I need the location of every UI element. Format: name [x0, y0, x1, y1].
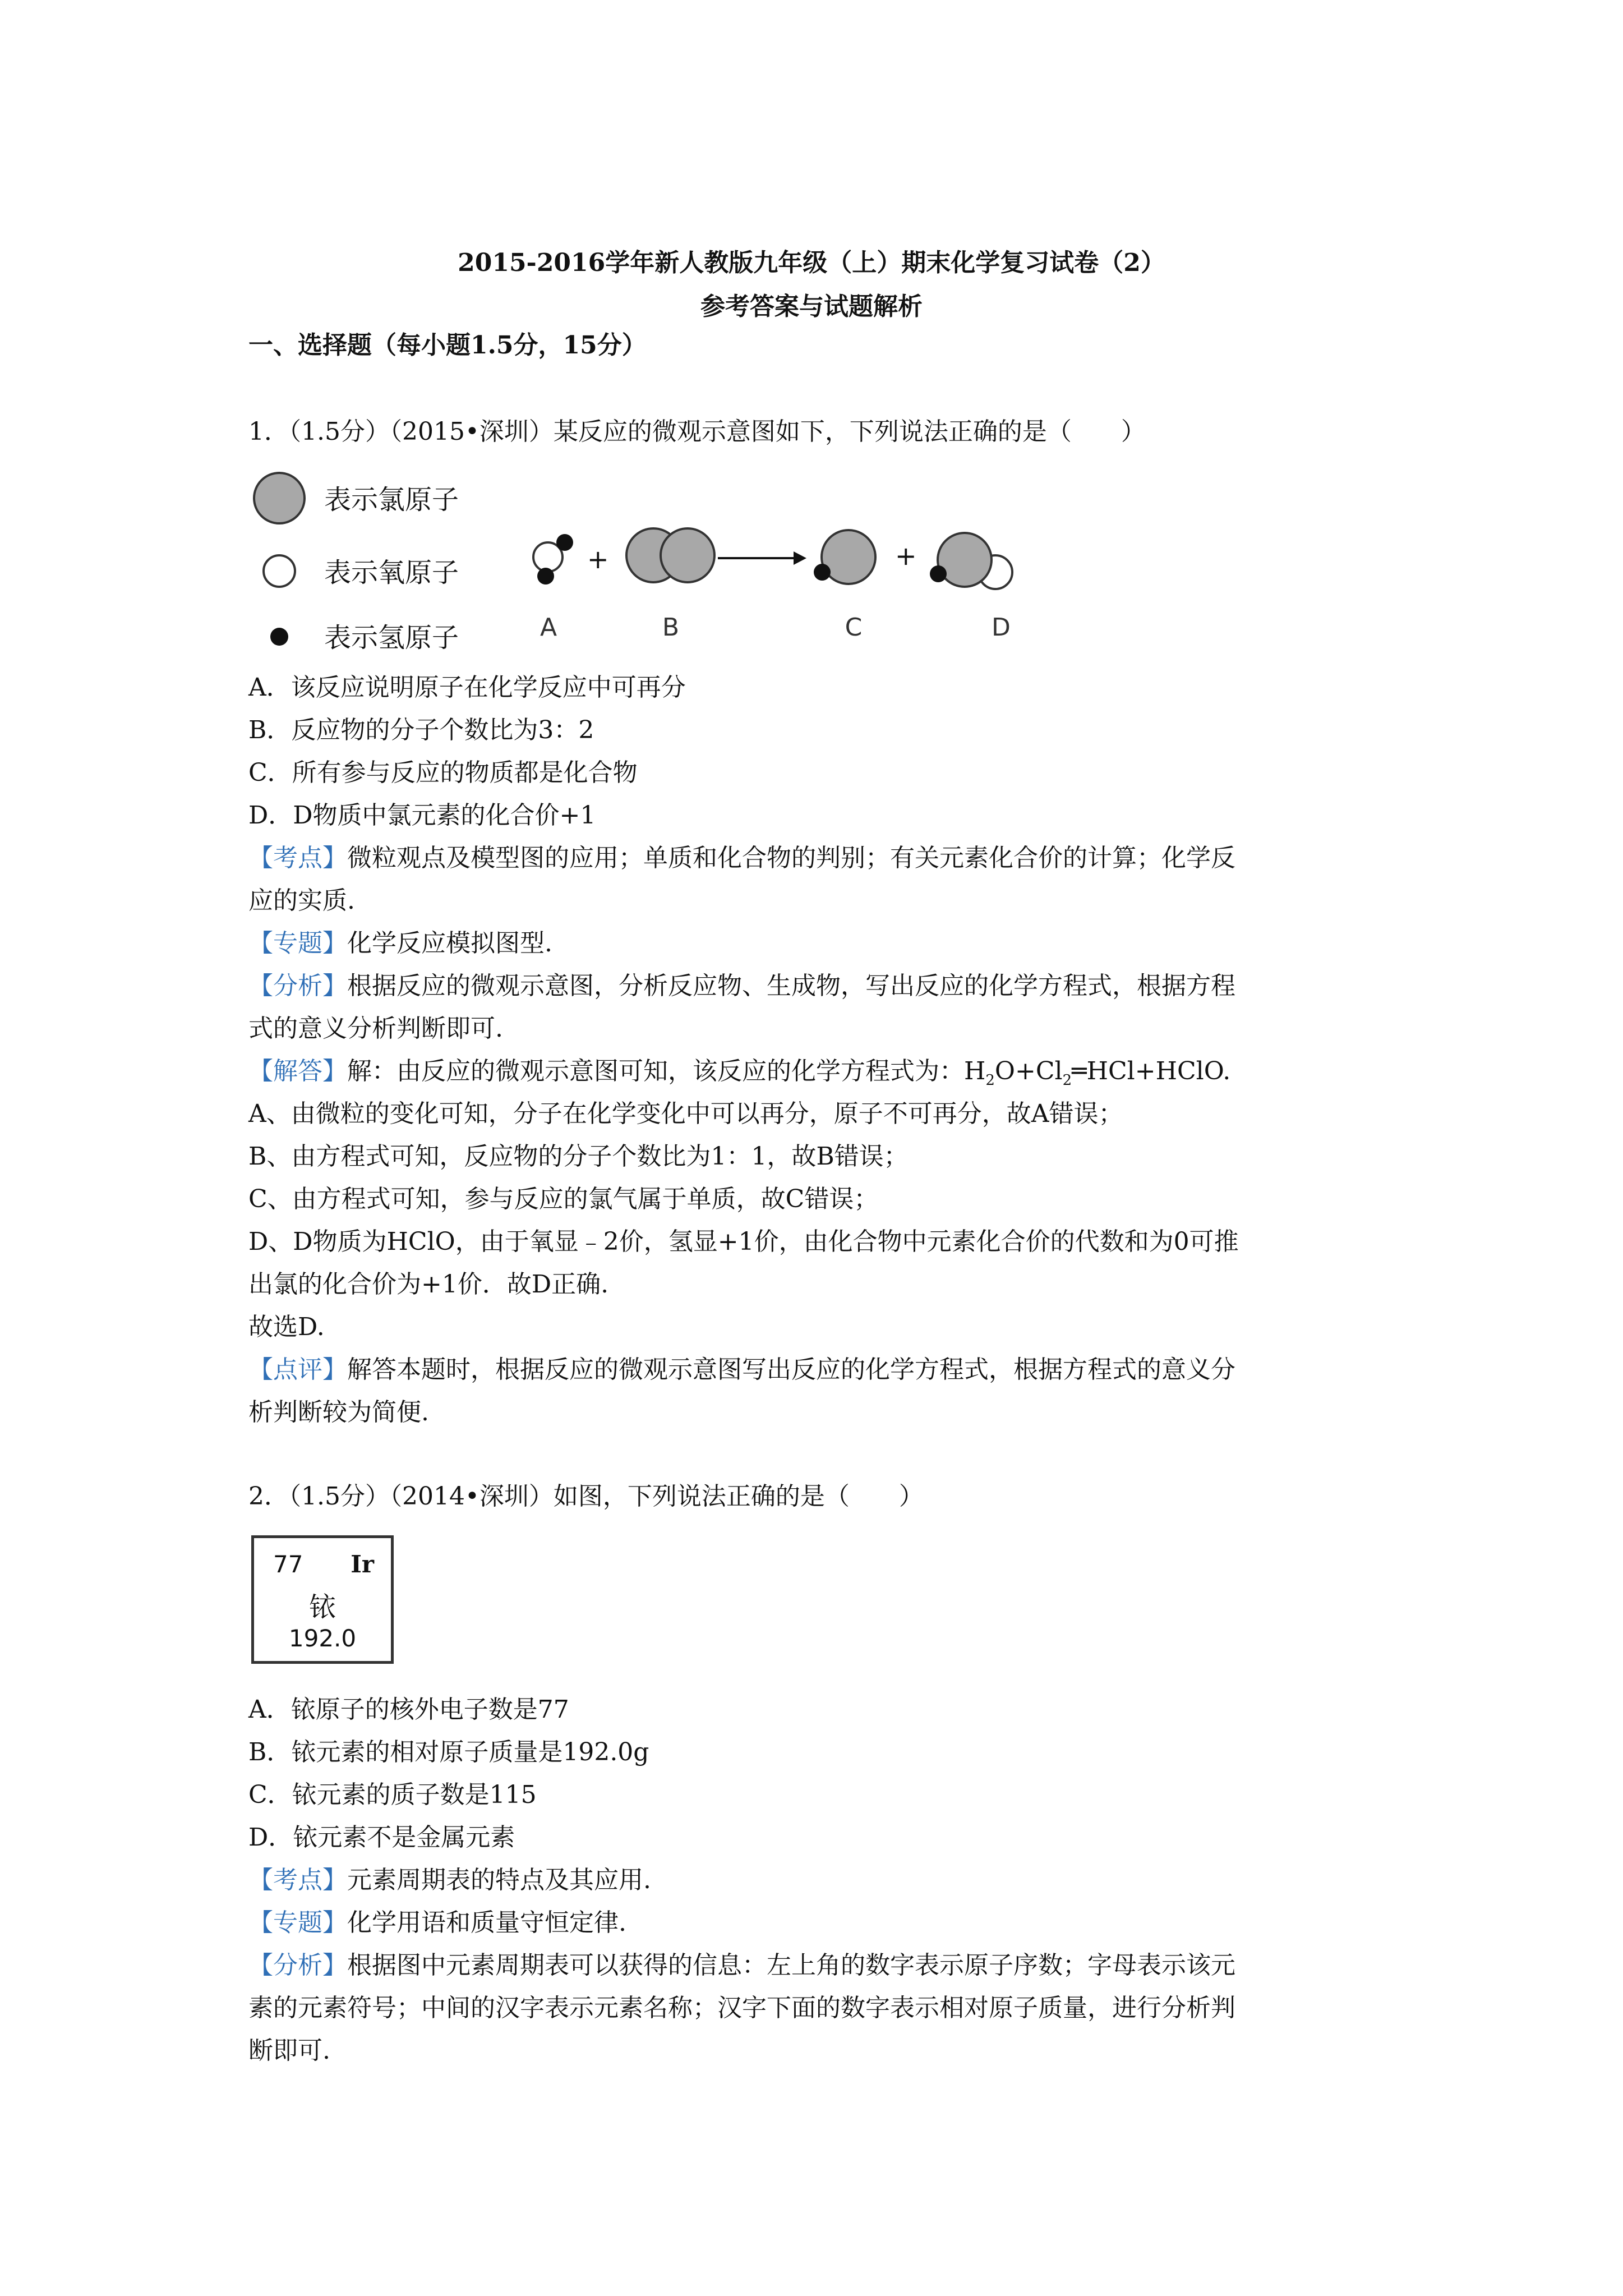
- legend-chlorine: 表示氯原子: [324, 484, 459, 516]
- molecule-d: [930, 533, 1012, 589]
- molecule-b: [626, 528, 714, 582]
- tag-kaodian-2: 【考点】: [248, 1866, 347, 1894]
- tag-dianping: 【点评】: [248, 1355, 347, 1384]
- q1-answer-d-cont: 出氯的化合价为+1价．故D正确.: [248, 1270, 609, 1299]
- label-d: D: [992, 613, 1011, 642]
- element-number: 77: [273, 1550, 303, 1578]
- label-a: A: [540, 613, 557, 642]
- q1-answer-b: B、由方程式可知，反应物的分子个数比为1：1，故B错误；: [248, 1142, 909, 1171]
- tag-fenxi-2: 【分析】: [248, 1951, 347, 1980]
- q1-kaodian: 【考点】微粒观点及模型图的应用；单质和化合物的判别；有关元素化合价的计算；化学反: [248, 844, 1235, 872]
- q1-answer-c: C、由方程式可知，参与反应的氯气属于单质，故C错误；: [248, 1185, 879, 1213]
- tag-zhuanti-2: 【专题】: [248, 1908, 347, 1937]
- tag-jieda: 【解答】: [248, 1057, 347, 1085]
- label-b: B: [662, 613, 680, 642]
- q1-fenxi-cont: 式的意义分析判断即可.: [248, 1014, 503, 1043]
- q1-choice: 故选D.: [248, 1313, 325, 1341]
- q1-dianping-cont: 析判断较为简便.: [248, 1398, 429, 1427]
- page-title: 2015-2016学年新人教版九年级（上）期末化学复习试卷（2）: [458, 249, 1165, 277]
- chemical-equation: $H_2O+Cl_2═HCl+HClO$.: [964, 1057, 1231, 1089]
- q2-option-a: A．铱原子的核外电子数是77: [248, 1695, 569, 1724]
- molecule-a: [533, 534, 573, 585]
- q1-reaction-diagram: [241, 468, 1071, 662]
- page-subtitle: 参考答案与试题解析: [700, 292, 923, 321]
- q2-kaodian: 【考点】元素周期表的特点及其应用.: [248, 1866, 651, 1894]
- plus-sign-1: +: [587, 544, 609, 574]
- q2-fenxi: 【分析】根据图中元素周期表可以获得的信息：左上角的数字表示原子序数；字母表示该元: [248, 1951, 1235, 1980]
- q1-stem: 1．（1.5分）（2015•深圳）某反应的微观示意图如下，下列说法正确的是（ ）: [248, 417, 1146, 446]
- q2-stem: 2．（1.5分）（2014•深圳）如图，下列说法正确的是（ ）: [248, 1482, 924, 1511]
- legend-hydrogen: 表示氢原子: [324, 622, 459, 654]
- q1-jieda: 【解答】解：由反应的微观示意图可知，该反应的化学方程式为：$H_2O+Cl_2═HCl+HClO$.: [248, 1057, 1231, 1089]
- element-card: [251, 1535, 394, 1664]
- element-symbol: Ir: [351, 1550, 374, 1578]
- tag-fenxi: 【分析】: [248, 972, 347, 1000]
- q1-kaodian-cont: 应的实质.: [248, 886, 355, 915]
- q2-option-d: D．铱元素不是金属元素: [248, 1823, 515, 1852]
- q1-option-d: D．D物质中氯元素的化合价+1: [248, 801, 596, 830]
- plus-sign-2: +: [895, 541, 917, 571]
- q2-zhuanti: 【专题】化学用语和质量守恒定律.: [248, 1908, 626, 1937]
- q1-zhuanti: 【专题】化学反应模拟图型.: [248, 929, 552, 958]
- hydrogen-atom-icon: [270, 628, 288, 646]
- q2-fenxi-cont-2: 断即可.: [248, 2036, 330, 2065]
- q1-answer-a: A、由微粒的变化可知，分子在化学变化中可以再分，原子不可再分，故A错误；: [248, 1099, 1123, 1128]
- q2-option-c: C．铱元素的质子数是115: [248, 1780, 537, 1809]
- label-c: C: [845, 613, 863, 642]
- q1-option-b: B．反应物的分子个数比为3：2: [248, 716, 594, 744]
- chlorine-atom-icon: [254, 473, 305, 523]
- q1-fenxi: 【分析】根据反应的微观示意图，分析反应物、生成物，写出反应的化学方程式，根据方程: [248, 972, 1235, 1000]
- q1-dianping: 【点评】解答本题时，根据反应的微观示意图写出反应的化学方程式，根据方程式的意义分: [248, 1355, 1235, 1384]
- q1-option-c: C．所有参与反应的物质都是化合物: [248, 758, 638, 787]
- reaction-arrow-icon: [718, 551, 806, 565]
- tag-kaodian: 【考点】: [248, 844, 347, 872]
- q2-option-b: B．铱元素的相对原子质量是192.0g: [248, 1738, 649, 1766]
- oxygen-atom-icon: [264, 555, 295, 587]
- section-heading: 一、选择题（每小题1.5分，15分）: [248, 331, 647, 360]
- q1-option-a: A．该反应说明原子在化学反应中可再分: [248, 673, 686, 702]
- molecule-c: [814, 530, 875, 584]
- element-mass: 192.0: [288, 1625, 357, 1652]
- tag-zhuanti: 【专题】: [248, 929, 347, 958]
- element-name: 铱: [308, 1591, 336, 1623]
- q1-answer-d: D、D物质为HClO，由于氧显﹣2价，氢显+1价，由化合物中元素化合价的代数和为0可推: [248, 1227, 1239, 1256]
- q2-fenxi-cont: 素的元素符号；中间的汉字表示元素名称；汉字下面的数字表示相对原子质量，进行分析判: [248, 1994, 1235, 2022]
- legend-oxygen: 表示氧原子: [324, 557, 459, 588]
